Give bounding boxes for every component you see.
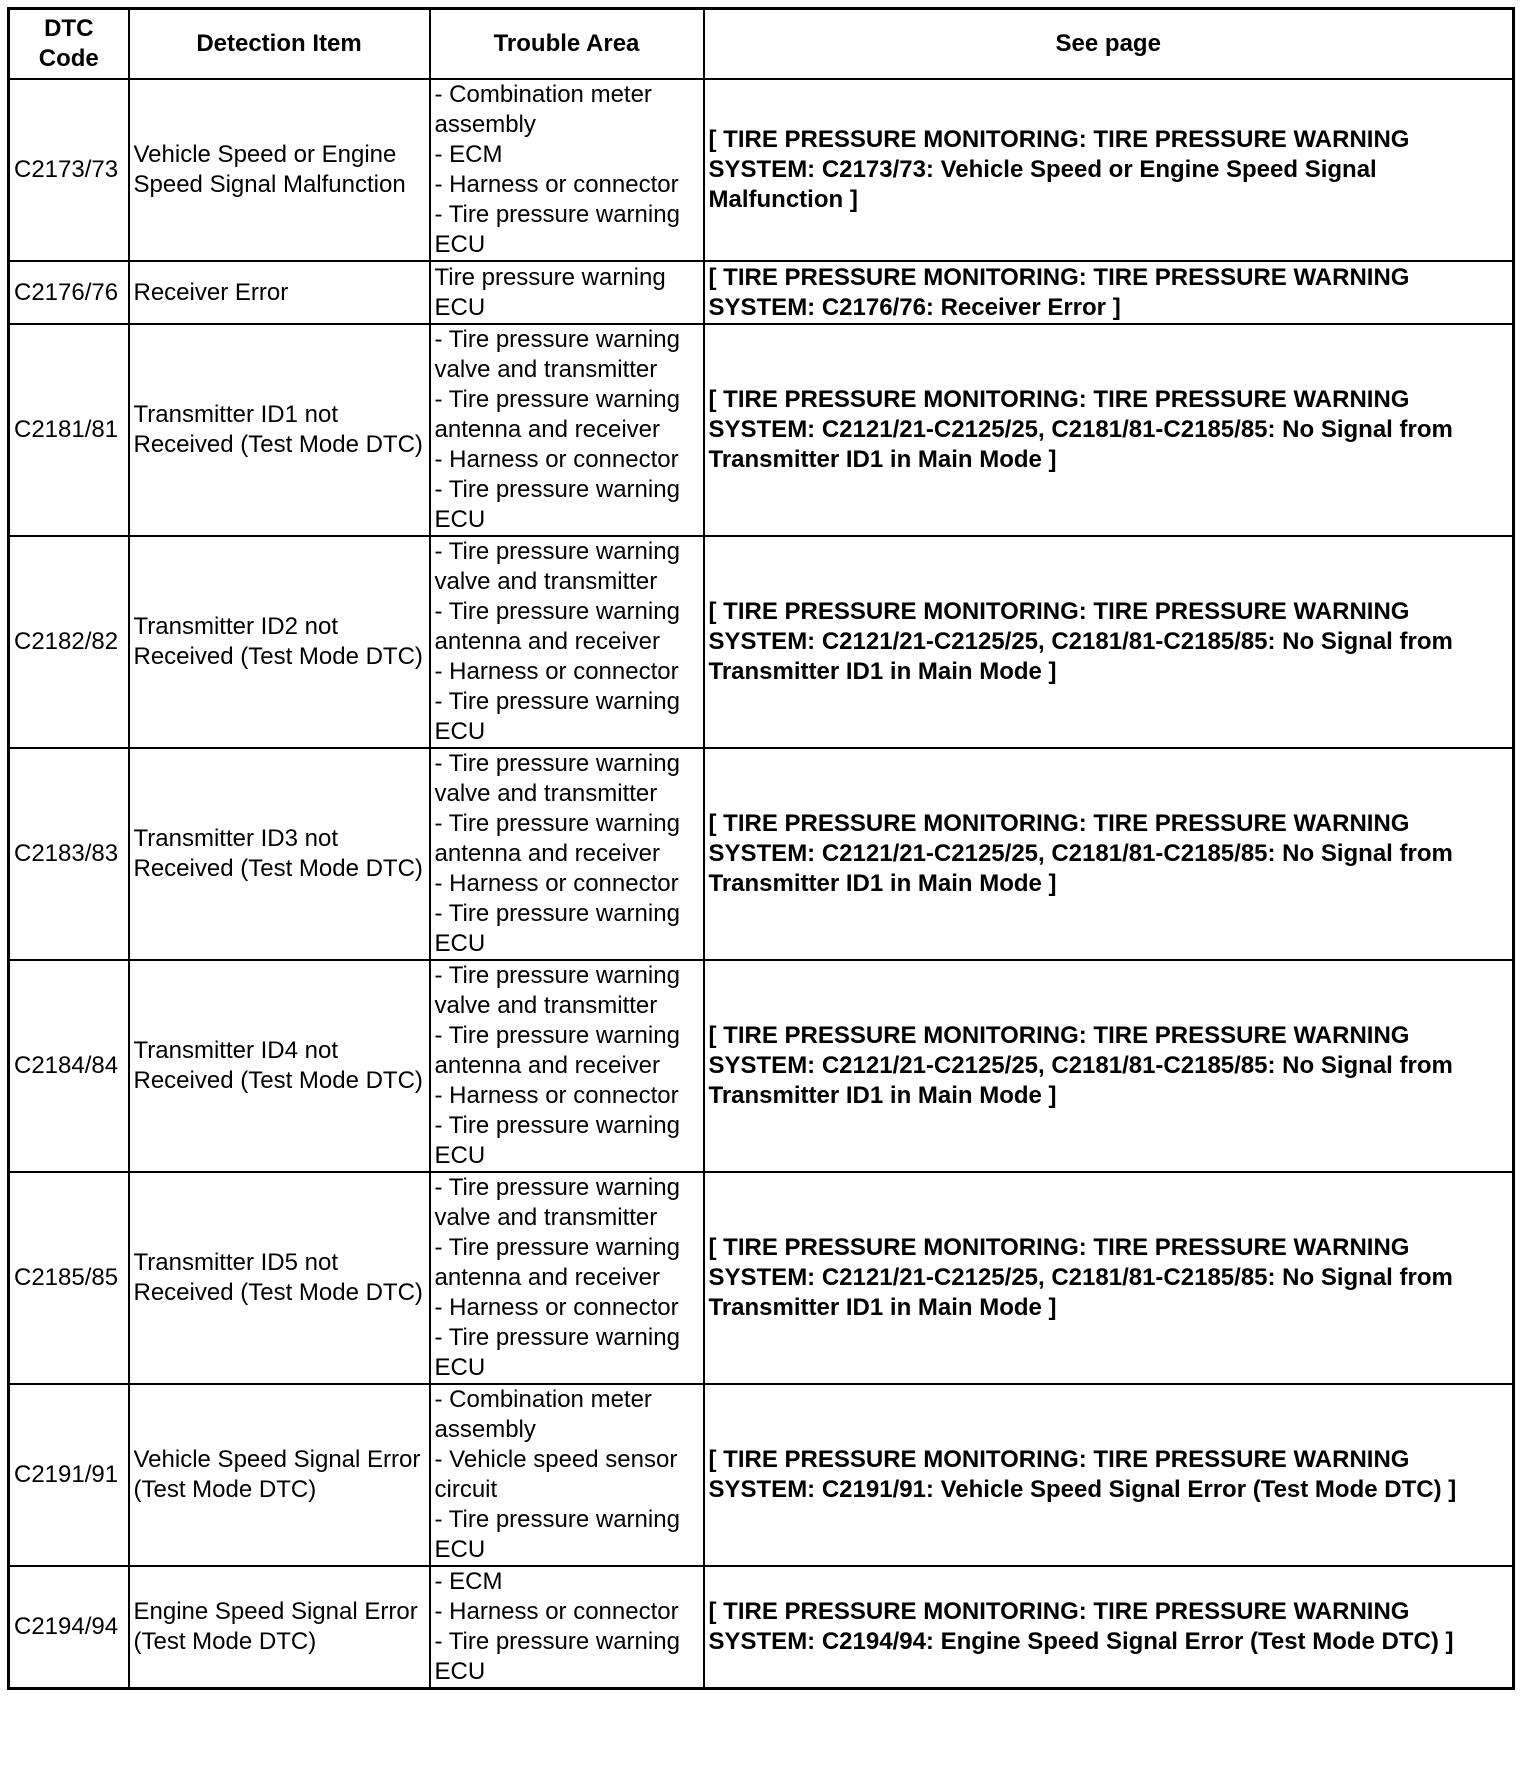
trouble-area-item: - Combination meter assembly (434, 1386, 652, 1443)
trouble-area-cell (430, 960, 704, 1172)
trouble-area-cell (430, 1566, 704, 1689)
detection-item-cell: Transmitter ID1 not Received (Test Mode DTC) (129, 324, 430, 536)
see-page-link[interactable]: [ TIRE PRESSURE MONITORING: TIRE PRESSURE WARNING SYSTEM: C2176/76: Receiver Error ] (704, 261, 1514, 324)
trouble-area-cell (430, 1172, 704, 1384)
dtc-code-cell: C2183/83 (9, 748, 129, 960)
trouble-area-cell (430, 261, 704, 324)
trouble-area-item: - Tire pressure warning valve and transmitter (434, 1174, 680, 1231)
trouble-area-item: - Tire pressure warning antenna and receiver (434, 386, 680, 443)
trouble-area-item: - Harness or connector (434, 1598, 679, 1625)
dtc-code-cell: C2181/81 (9, 324, 129, 536)
detection-item-cell: Transmitter ID5 not Received (Test Mode DTC) (129, 1172, 430, 1384)
dtc-table (7, 7, 1515, 1690)
trouble-area-item: - Tire pressure warning ECU (434, 1324, 680, 1381)
dtc-code-cell: C2191/91 (9, 1384, 129, 1566)
trouble-area-item: - Tire pressure warning antenna and receiver (434, 598, 680, 655)
trouble-area-item: - Tire pressure warning valve and transmitter (434, 750, 680, 807)
header-dtc-code: DTC Code (9, 9, 129, 80)
table-row (9, 536, 1514, 748)
see-page-link[interactable]: [ TIRE PRESSURE MONITORING: TIRE PRESSURE WARNING SYSTEM: C2121/21-C2125/25, C2181/81-C2185/85: No Signal from Transmitter ID1 in Main Mode ] (704, 960, 1514, 1172)
see-page-link[interactable]: [ TIRE PRESSURE MONITORING: TIRE PRESSURE WARNING SYSTEM: C2121/21-C2125/25, C2181/81-C2185/85: No Signal from Transmitter ID1 in Main Mode ] (704, 1172, 1514, 1384)
see-page-link[interactable]: [ TIRE PRESSURE MONITORING: TIRE PRESSURE WARNING SYSTEM: C2121/21-C2125/25, C2181/81-C2185/85: No Signal from Transmitter ID1 in Main Mode ] (704, 324, 1514, 536)
trouble-area-item: - Tire pressure warning valve and transmitter (434, 538, 680, 595)
trouble-area-cell (430, 79, 704, 261)
header-see-page: See page (704, 9, 1514, 80)
trouble-area-item: - Tire pressure warning ECU (434, 1112, 680, 1169)
trouble-area-item: Tire pressure warning ECU (434, 263, 666, 321)
detection-item-cell: Vehicle Speed Signal Error (Test Mode DTC) (129, 1384, 430, 1566)
table-row (9, 1566, 1514, 1689)
trouble-area-item: - Tire pressure warning valve and transmitter (434, 962, 680, 1019)
detection-item-cell: Transmitter ID4 not Received (Test Mode DTC) (129, 960, 430, 1172)
trouble-area-item: - Harness or connector (434, 171, 679, 198)
trouble-area-item: - Harness or connector (434, 1294, 679, 1321)
trouble-area-cell (430, 536, 704, 748)
header-row (9, 9, 1514, 80)
trouble-area-item: - ECM (434, 1568, 503, 1595)
detection-item-cell: Receiver Error (129, 261, 430, 324)
dtc-code-cell: C2176/76 (9, 261, 129, 324)
table-row (9, 324, 1514, 536)
trouble-area-item: - Harness or connector (434, 870, 679, 897)
see-page-link[interactable]: [ TIRE PRESSURE MONITORING: TIRE PRESSURE WARNING SYSTEM: C2191/91: Vehicle Speed Signal Error (Test Mode DTC) ] (704, 1384, 1514, 1566)
trouble-area-cell (430, 748, 704, 960)
trouble-area-item: - Tire pressure warning antenna and receiver (434, 810, 680, 867)
trouble-area-cell (430, 1384, 704, 1566)
trouble-area-item: - Harness or connector (434, 1082, 679, 1109)
detection-item-cell: Transmitter ID2 not Received (Test Mode DTC) (129, 536, 430, 748)
trouble-area-item: - Tire pressure warning ECU (434, 1628, 680, 1685)
detection-item-cell: Vehicle Speed or Engine Speed Signal Malfunction (129, 79, 430, 261)
trouble-area-item: - Tire pressure warning ECU (434, 900, 680, 957)
trouble-area-item: - Combination meter assembly (434, 81, 652, 138)
table-row (9, 79, 1514, 261)
dtc-code-cell: C2194/94 (9, 1566, 129, 1689)
trouble-area-item: - Tire pressure warning ECU (434, 476, 680, 533)
trouble-area-item: - ECM (434, 141, 503, 168)
dtc-code-cell: C2184/84 (9, 960, 129, 1172)
see-page-link[interactable]: [ TIRE PRESSURE MONITORING: TIRE PRESSURE WARNING SYSTEM: C2121/21-C2125/25, C2181/81-C2185/85: No Signal from Transmitter ID1 in Main Mode ] (704, 748, 1514, 960)
see-page-link[interactable]: [ TIRE PRESSURE MONITORING: TIRE PRESSURE WARNING SYSTEM: C2173/73: Vehicle Speed or Engine Speed Signal Malfunction ] (704, 79, 1514, 261)
detection-item-cell: Engine Speed Signal Error (Test Mode DTC) (129, 1566, 430, 1689)
table-row (9, 1384, 1514, 1566)
trouble-area-item: - Vehicle speed sensor circuit (434, 1446, 678, 1503)
trouble-area-item: - Tire pressure warning ECU (434, 688, 680, 745)
trouble-area-item: - Harness or connector (434, 658, 679, 685)
table-row (9, 1172, 1514, 1384)
dtc-code-cell: C2173/73 (9, 79, 129, 261)
dtc-code-cell: C2182/82 (9, 536, 129, 748)
see-page-link[interactable]: [ TIRE PRESSURE MONITORING: TIRE PRESSURE WARNING SYSTEM: C2194/94: Engine Speed Signal Error (Test Mode DTC) ] (704, 1566, 1514, 1689)
detection-item-cell: Transmitter ID3 not Received (Test Mode DTC) (129, 748, 430, 960)
trouble-area-item: - Tire pressure warning valve and transmitter (434, 326, 680, 383)
trouble-area-item: - Tire pressure warning ECU (434, 1506, 680, 1563)
header-trouble-area: Trouble Area (430, 9, 704, 80)
dtc-code-cell: C2185/85 (9, 1172, 129, 1384)
trouble-area-item: - Tire pressure warning antenna and receiver (434, 1234, 680, 1291)
table-row (9, 960, 1514, 1172)
table-row (9, 261, 1514, 324)
table-body (9, 79, 1514, 1689)
trouble-area-item: - Harness or connector (434, 446, 679, 473)
see-page-link[interactable]: [ TIRE PRESSURE MONITORING: TIRE PRESSURE WARNING SYSTEM: C2121/21-C2125/25, C2181/81-C2185/85: No Signal from Transmitter ID1 in Main Mode ] (704, 536, 1514, 748)
trouble-area-item: - Tire pressure warning antenna and receiver (434, 1022, 680, 1079)
table-row (9, 748, 1514, 960)
trouble-area-cell (430, 324, 704, 536)
trouble-area-item: - Tire pressure warning ECU (434, 201, 680, 258)
header-detection-item: Detection Item (129, 9, 430, 80)
